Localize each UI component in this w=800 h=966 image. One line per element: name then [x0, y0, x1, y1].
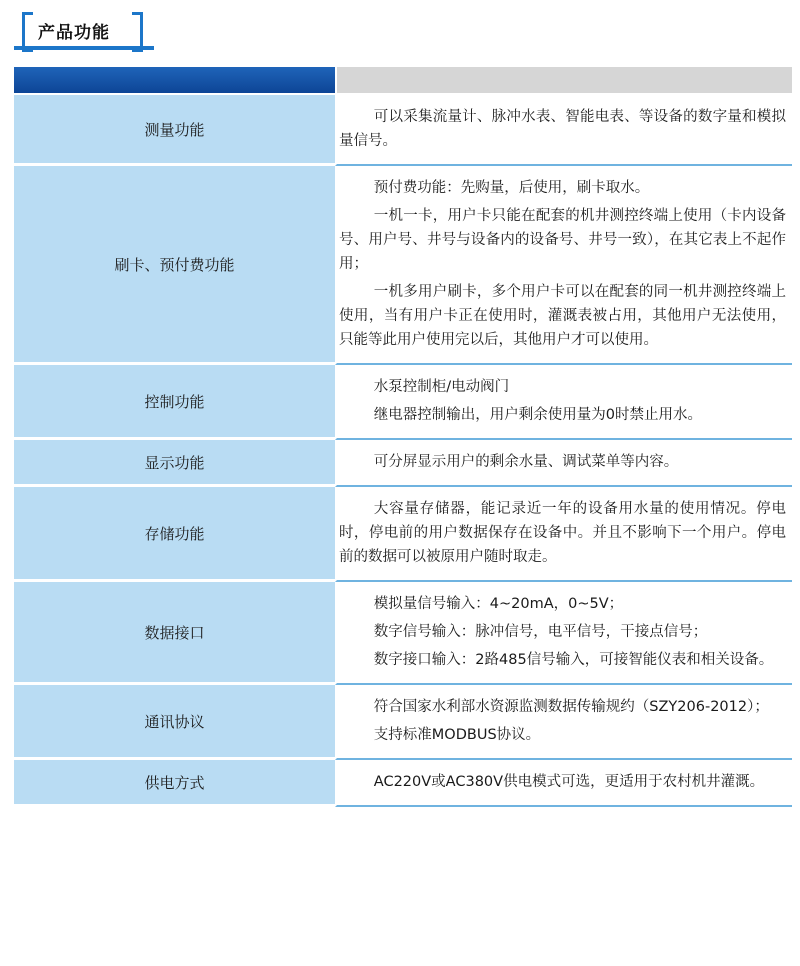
section-title — [14, 8, 144, 52]
feature-name: 控制功能 — [144, 392, 205, 411]
table-row — [14, 760, 792, 807]
table-row — [14, 166, 792, 365]
title-underline — [14, 46, 154, 50]
feature-name: 刷卡、预付费功能 — [114, 255, 235, 274]
table-row — [14, 365, 792, 440]
feature-description-cell — [335, 582, 792, 685]
table-row — [14, 685, 792, 760]
feature-name: 通讯协议 — [144, 712, 205, 731]
feature-description-paragraph: 可分屏显示用户的剩余水量、调试菜单等内容。 — [373, 454, 679, 470]
feature-description-paragraph: 数字信号输入：脉冲信号，电平信号，干接点信号； — [373, 624, 708, 640]
feature-name-cell — [14, 440, 335, 487]
feature-table — [14, 67, 792, 807]
header-name-cell — [14, 67, 335, 95]
section-title-text: 产品功能 — [38, 23, 110, 43]
feature-description-paragraph: 大容量存储器，能记录近一年的设备用水量的使用情况。停电时，停电前的用户数据保存在设备中。并且不影响下一个用户。停电前的数据可以被原用户随时取走。 — [339, 501, 786, 565]
feature-description-paragraph: 预付费功能：先购量，后使用，刷卡取水。 — [373, 180, 650, 196]
feature-description-paragraph: AC220V或AC380V供电模式可选，更适用于农村机井灌溉。 — [373, 774, 765, 790]
feature-description-paragraph: 一机一卡，用户卡只能在配套的机井测控终端上使用（卡内设备号、用户号、井号与设备内的设备号、井号一致），在其它表上不起作用； — [339, 208, 786, 272]
feature-description-paragraph: 一机多用户刷卡，多个用户卡可以在配套的同一机井测控终端上使用，当有用户卡正在使用时，灌溉表被占用，其他用户无法使用，只能等此用户使用完以后，其他用户才可以使用。 — [339, 284, 786, 348]
feature-description-paragraph: 水泵控制柜/电动阀门 — [373, 379, 510, 395]
feature-name: 存储功能 — [144, 524, 205, 543]
table-header-row — [14, 67, 792, 95]
feature-name: 显示功能 — [144, 453, 205, 472]
feature-description-paragraph: 可以采集流量计、脉冲水表、智能电表、等设备的数字量和模拟量信号。 — [339, 109, 786, 149]
table-row — [14, 582, 792, 685]
feature-description-cell — [335, 440, 792, 487]
feature-name-cell — [14, 685, 335, 760]
table-row — [14, 95, 792, 166]
feature-description-cell — [335, 365, 792, 440]
feature-name-cell — [14, 487, 335, 582]
feature-name-cell — [14, 365, 335, 440]
feature-description-paragraph: 符合国家水利部水资源监测数据传输规约（SZY206-2012）； — [373, 699, 769, 715]
feature-description-paragraph: 支持标准MODBUS协议。 — [373, 727, 541, 743]
feature-description-cell — [335, 95, 792, 166]
feature-name: 供电方式 — [144, 773, 205, 792]
feature-name-cell — [14, 95, 335, 166]
feature-name-cell — [14, 582, 335, 685]
feature-description-cell — [335, 685, 792, 760]
feature-name: 数据接口 — [144, 623, 205, 642]
feature-description-paragraph: 数字接口输入：2路485信号输入，可接智能仪表和相关设备。 — [373, 652, 774, 668]
feature-description-paragraph: 继电器控制输出，用户剩余使用量为0时禁止用水。 — [373, 407, 703, 423]
table-row — [14, 440, 792, 487]
feature-name-cell — [14, 760, 335, 807]
feature-name: 测量功能 — [144, 120, 205, 139]
feature-description-cell — [335, 487, 792, 582]
header-desc-cell — [335, 67, 792, 95]
feature-description-paragraph: 模拟量信号输入：4~20mA，0~5V； — [373, 596, 624, 612]
table-row — [14, 487, 792, 582]
feature-description-cell — [335, 166, 792, 365]
feature-name-cell — [14, 166, 335, 365]
feature-description-cell — [335, 760, 792, 807]
